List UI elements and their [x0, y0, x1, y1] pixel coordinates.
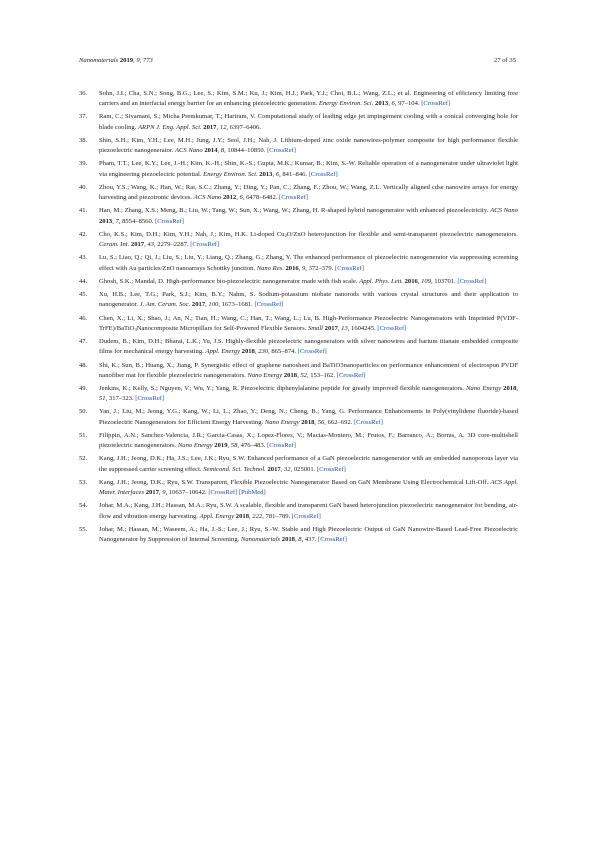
reference-number: 53.: [79, 478, 88, 486]
reference-italic: Appl. Energy: [205, 348, 240, 356]
reference-number: 54.: [79, 502, 88, 510]
subscript: 3: [134, 326, 137, 332]
reference-italic: 52: [300, 371, 307, 379]
reference-italic: J. Am. Ceram. Soc.: [139, 301, 191, 309]
reference-segment: , 10844–10850.: [224, 147, 267, 155]
reference-item: [79, 206, 518, 227]
reference-italic: 51: [99, 395, 106, 403]
reference-year: 2018: [301, 418, 315, 426]
reference-italic: 6: [239, 194, 243, 202]
reference-segment: Pham, T.T.; Lee, K.Y.; Lee, J.-H.; Kim, K.-H.; Shin, K.-S.; Gupta, M.K.; Kumar, B.; Kim, S.-W. Reliable operation of a nanogenerator under ultraviolet light via engineering piezoelectric potential.: [99, 160, 518, 178]
reference-segment: ,: [236, 194, 240, 202]
reference-segment: , 1604245.: [347, 324, 378, 332]
reference-segment: , 8554–8560.: [118, 217, 156, 225]
reference-segment: Lu, S.; Liao, Q.; Qi, J.; Liu, S.; Liu, Y.; Liang, Q.; Zhang, G.; Zhang, Y. The enhanced performance of piezoelectric nanogenerator via suppressing screening effect with Au particles/ZnO nanoarrays Schottky junction.: [99, 254, 518, 272]
crossref-link[interactable]: [CrossRef]: [267, 442, 296, 450]
reference-italic: 7: [115, 217, 119, 225]
reference-segment: Shin, S.H.; Kim, Y.H.; Lee, M.H.; Jung, J.Y.; Seol, J.H.; Nah, J. Lithium-doped zinc oxide nanowires-polymer composite for high performance flexible piezoelectric nanogenerator.: [99, 136, 518, 155]
reference-italic: 12: [219, 123, 227, 131]
reference-item: [79, 277, 518, 287]
reference-italic: ARPN J. Eng. Appl. Sci.: [138, 123, 202, 131]
journal-citation: [79, 57, 153, 64]
reference-text: [99, 184, 518, 201]
crossref-link[interactable]: [CrossRef]: [279, 194, 308, 202]
reference-year: 2013: [259, 170, 273, 178]
reference-text: [99, 291, 518, 308]
reference-segment: , 372–379.: [305, 264, 335, 272]
reference-segment: Xu, H.B.; Lee, T.G.; Park, S.J.; Kim, B.Y.; Nahm, S. Sodium-potassium niobate nanorods with various crystal structures and their application to nanogenerator.: [99, 291, 518, 309]
reference-italic: Nano Energy: [264, 418, 300, 426]
reference-number: 42.: [79, 230, 88, 238]
reference-text: [99, 526, 518, 543]
reference-year: 2019: [214, 442, 228, 450]
reference-italic: 13: [341, 324, 348, 332]
reference-italic: ACS Appl. Mater. Interfaces: [99, 478, 518, 497]
reference-segment: , 781–789.: [262, 512, 292, 520]
reference-number: 45.: [79, 291, 88, 299]
reference-item: [79, 136, 518, 157]
reference-item: [79, 183, 518, 204]
reference-segment: Cho, K.S.; Kim, D.H.; Kim, Y.H.; Nah, J.; Kim, H.K. Li-doped Cu: [99, 230, 285, 238]
reference-italic: ACS Nano: [490, 207, 518, 215]
reference-segment: ,: [417, 277, 422, 285]
reference-item: [79, 230, 518, 251]
reference-italic: Small: [307, 324, 323, 332]
reference-number: 50.: [79, 408, 88, 416]
crossref-link[interactable]: [CrossRef]: [308, 170, 338, 178]
reference-text: [99, 231, 518, 248]
reference-italic: Semicond. Sci. Technol.: [203, 465, 266, 473]
crossref-link[interactable]: [CrossRef]: [353, 418, 383, 426]
crossref-link[interactable]: [CrossRef]: [135, 395, 165, 403]
reference-italic: 6: [275, 170, 280, 178]
reference-number: 47.: [79, 338, 88, 346]
reference-year: 2014: [204, 147, 218, 155]
reference-segment: , 10637–10642.: [165, 489, 209, 497]
reference-italic: Nanomaterials: [240, 536, 281, 544]
reference-segment: ,: [314, 418, 318, 426]
reference-segment: , 153–162.: [306, 371, 337, 379]
reference-number: 37.: [79, 113, 88, 121]
reference-text: [99, 278, 486, 285]
reference-text: [99, 90, 518, 107]
reference-year: 2018: [235, 512, 249, 520]
reference-number: 48.: [79, 361, 88, 369]
reference-text: [99, 385, 518, 402]
crossref-link[interactable]: [CrossRef]: [297, 348, 327, 356]
running-header: [79, 57, 516, 67]
reference-segment: Shi, K.; Sun, B.; Huang, X.; Jiang, P. Synergistic effect of graphene nanosheet and BaTiO3nanoparticles on performance enhancement of electrospun PVDF nanofiber mat for flexible piezoelectric nanogenerators.: [99, 361, 518, 379]
reference-segment: ,: [216, 123, 220, 131]
crossref-link[interactable]: [CrossRef]: [336, 371, 366, 379]
reference-italic: 43: [147, 241, 154, 249]
reference-italic: Appl. Phys. Lett.: [359, 277, 403, 285]
reference-italic: 230: [258, 348, 269, 356]
reference-text: [99, 432, 518, 449]
reference-text: [99, 113, 518, 130]
reference-item: [79, 314, 518, 335]
reference-item: [79, 431, 518, 452]
reference-number: 49.: [79, 385, 88, 392]
reference-text: [99, 479, 518, 496]
reference-number: 51.: [79, 431, 88, 439]
reference-segment: Johar, M.A.; Kang, J.H.; Hassan, M.A.; Ryu, S.W. A scalable, flexible and transparent GaN based heterojunction piezoelectric nanogenerator for bending, air-flow and vibration energy harvesting.: [99, 502, 518, 520]
reference-item: [79, 361, 518, 382]
reference-segment: Dudem, B.; Kim, D.H.; Bharat, L.K.; Yu, J.S. Highly-flexible piezoelectric nanogenerators with silver nanowires and barium titanate embedded composite films for mechanical energy harvesting.: [99, 338, 518, 356]
reference-year: 2016: [404, 277, 418, 285]
reference-italic: 58: [230, 442, 238, 450]
reference-segment: ,: [298, 264, 302, 272]
reference-item: [79, 112, 518, 133]
volume-article: , 9, 773: [133, 57, 153, 64]
reference-item: [79, 159, 518, 180]
reference-italic: Energy Environ. Sci.: [203, 170, 258, 178]
reference-year: 2018: [241, 348, 255, 356]
reference-year: 2017: [203, 123, 217, 131]
reference-year: 2017: [324, 324, 338, 332]
reference-year: 2018: [281, 536, 295, 544]
reference-italic: ACS Nano: [193, 194, 222, 202]
reference-item: [79, 89, 518, 110]
reference-item: [79, 337, 518, 358]
reference-number: 55.: [79, 525, 88, 533]
reference-segment: ,: [516, 385, 519, 392]
reference-number: 44.: [79, 277, 88, 285]
journal-year: 2019: [119, 57, 134, 64]
reference-segment: Han, M.; Zhang, X.S.; Meng, B.; Liu, W.; Tang, W.; Sun, X.; Wang, W.; Zhang, H. R-shaped hybrid nanogenerator with enhanced piezoelectricity.: [99, 207, 491, 215]
reference-segment: Ram, C.; Sivamani, S.; Micha Premkumar, T.; Hariram, V. Computational study of leading edge jet impingement cooling with a conical converging hole for blade cooling.: [99, 113, 518, 131]
reference-item: [79, 501, 518, 522]
reference-segment: ,: [280, 465, 284, 473]
reference-italic: Appl. Energy: [199, 512, 235, 520]
crossref-link[interactable]: [CrossRef]: [291, 512, 321, 520]
journal-name: Nanomaterials: [79, 57, 119, 64]
reference-text: [99, 207, 518, 224]
reference-italic: Nano Res.: [256, 264, 284, 272]
reference-segment: , 476–483.: [237, 442, 268, 450]
reference-segment: Chen, X.; Li, X.; Shao, J.; An, N.; Tian, H.; Wang, C.; Han, T.; Wang, L.; Lu, B. High-Performance Piezoelectric Nanogenerators with Imprinted P(VDF-TrFE)/BaTiO: [99, 314, 518, 332]
reference-segment: Kang, J.H.; Jeong, D.K.; Ha, J.S.; Lee, J.K.; Ryu, S.W. Enhanced performance of a GaN piezoelectric nanogenerator with an embedded nanoporous layer via the suppressed carrier screening effect.: [99, 455, 518, 473]
reference-italic: 9: [301, 264, 306, 272]
reference-text: [99, 455, 518, 472]
reference-segment: ,: [388, 100, 392, 108]
reference-segment: , 6397–6406.: [226, 123, 261, 131]
reference-number: 39.: [79, 160, 88, 168]
reference-segment: ,: [112, 217, 116, 225]
reference-year: 2016: [285, 264, 299, 272]
crossref-link[interactable]: [CrossRef]: [254, 301, 284, 309]
reference-italic: 56: [317, 418, 325, 426]
reference-text: [99, 315, 518, 332]
reference-segment: , 97–104.: [394, 100, 422, 108]
reference-segment: O/ZnO heterojunction for flexible and semi-transparent piezoelectric nanogenerators.: [286, 230, 518, 238]
reference-italic: 8: [298, 536, 302, 544]
reference-number: 38.: [79, 136, 88, 144]
reference-italic: Nano Energy: [177, 442, 213, 450]
reference-segment: ,: [294, 536, 299, 544]
reference-year: 2018: [283, 371, 298, 379]
reference-segment: ,: [217, 147, 221, 155]
reference-item: [79, 290, 518, 311]
reference-year: 2013: [375, 100, 389, 108]
reference-year: 2017: [145, 489, 159, 497]
reference-item: [79, 384, 518, 405]
reference-segment: , 865–874.: [268, 348, 298, 356]
reference-segment: ,: [158, 489, 163, 497]
reference-segment: Sohn, J.I.; Cha, S.N.; Song, B.G.; Lee, S.; Kim, S.M.; Ku, J.; Kim, H.J.; Park, Y.J.; Choi, B.L.; Wang, Z.L.; et al. Engineering of efficiency limiting free carriers and an interfacial energy barrier for an enhancing piezoelectric generation.: [99, 90, 518, 108]
reference-text: [99, 362, 518, 379]
reference-italic: 222: [252, 512, 263, 520]
reference-segment: , 103701.: [431, 277, 458, 285]
reference-item: [79, 454, 518, 475]
crossref-link[interactable]: [CrossRef]: [421, 100, 451, 108]
reference-segment: , 317–323.: [105, 395, 136, 403]
reference-italic: 6: [391, 100, 395, 108]
reference-italic: 32: [283, 465, 291, 473]
reference-year: 2013: [99, 217, 113, 225]
reference-italic: 109: [421, 277, 431, 285]
reference-segment: , 6478–6482.: [242, 194, 280, 202]
crossref-link[interactable]: [CrossRef]: [318, 536, 347, 544]
reference-number: 46.: [79, 314, 88, 322]
pubmed-link[interactable]: [PubMed]: [238, 489, 266, 497]
reference-year: 2018: [503, 385, 517, 392]
reference-italic: ACS Nano: [174, 147, 203, 155]
crossref-link[interactable]: [CrossRef]: [316, 465, 346, 473]
reference-segment: Ghosh, S.K.; Mandal, D. High-performance bio-piezoelectric nanogenerator made with fish scale.: [99, 277, 360, 285]
reference-segment: ,: [144, 241, 148, 249]
reference-segment: , 841–846.: [279, 170, 309, 178]
reference-segment: Yan, J.; Liu, M.; Jeong, Y.G.; Kang, W.; Li, L.; Zhao, Y.; Deng, N.; Cheng, B.; Yang, G. Performance Enhancements in Poly(vinylidene fluoride)-based Piezoelectric Nanogenerators for Efficient Energy Harvesting.: [99, 408, 518, 426]
reference-segment: Johar, M.; Hassan, M.; Waseem, A.; Ha, J.-S.; Lee, J.; Ryu, S.-W. Stable and High Piezoelectric Output of GaN Nanowire-Based Lead-Free Piezoelectric Nanogenerator by Suppression of Internal Screening.: [99, 525, 518, 544]
page-number: 27 of 35: [494, 57, 516, 64]
reference-segment: ,: [248, 512, 253, 520]
reference-segment: , 662–692.: [324, 418, 354, 426]
reference-segment: ,: [254, 348, 259, 356]
crossref-link[interactable]: [CrossRef]: [377, 324, 407, 332]
reference-segment: Jenkins, K.; Kelly, S.; Nguyen, V.; Wu, Y.; Yang, R. Piezoelectric diphenylalanine peptide for greatly improved flexible nanogenerators.: [99, 385, 466, 392]
crossref-link[interactable]: [CrossRef]: [208, 489, 238, 497]
subscript: 2: [284, 232, 287, 238]
reference-italic: Energy Environ. Sci.: [318, 100, 374, 108]
reference-year: 2012: [223, 194, 237, 202]
reference-segment: , 1673–1681.: [218, 301, 255, 309]
reference-italic: 8: [220, 147, 225, 155]
reference-italic: Ceram. Int.: [99, 241, 130, 249]
reference-segment: ,: [297, 371, 301, 379]
reference-segment: , 025001.: [290, 465, 317, 473]
reference-number: 41.: [79, 207, 88, 215]
reference-segment: Filippin, A.N.; Sanchez-Valencia, J.R.; Garcia-Casas, X.; Lopez-Flores, V.; Macias-Montero, M.; Frutos, F.; Barranco, A.; Borras, A. 3D core-multishell piezoelectric nanogenerators.: [99, 431, 518, 450]
reference-segment: ,: [205, 301, 209, 309]
reference-number: 36.: [79, 90, 88, 97]
reference-year: 2017: [130, 241, 145, 249]
reference-italic: Nano Energy: [466, 385, 502, 392]
crossref-link[interactable]: [CrossRef]: [190, 241, 220, 249]
crossref-link[interactable]: [CrossRef]: [457, 277, 487, 285]
crossref-link[interactable]: [CrossRef]: [155, 217, 184, 225]
reference-number: 40.: [79, 183, 88, 191]
reference-text: [99, 502, 518, 519]
reference-text: [99, 338, 518, 355]
reference-item: [79, 253, 518, 274]
reference-year: 2017: [191, 301, 206, 309]
reference-italic: 9: [162, 489, 166, 497]
reference-segment: Kang, J.H.; Jeong, D.K.; Ryu, S.W. Transparent, Flexible Piezoelectric Nanogenerator Based on GaN Membrane Using Electrochemical Lift-Off.: [99, 478, 491, 486]
reference-text: [99, 408, 518, 425]
reference-list: [79, 89, 518, 548]
crossref-link[interactable]: [CrossRef]: [334, 264, 364, 272]
reference-item: [79, 407, 518, 428]
reference-text: [99, 254, 518, 271]
reference-italic: 100: [208, 301, 219, 309]
reference-segment: ,: [337, 324, 342, 332]
reference-item: [79, 478, 518, 499]
reference-number: 52.: [79, 455, 88, 463]
reference-segment: Nanocomposite Micropillars for Self-Powered Flexible Sensors.: [136, 324, 308, 332]
reference-segment: , 2279–2287.: [153, 241, 191, 249]
reference-number: 43.: [79, 254, 88, 262]
reference-text: [99, 160, 518, 177]
reference-segment: ,: [227, 442, 231, 450]
reference-italic: Nano Energy: [247, 371, 283, 379]
crossref-link[interactable]: [CrossRef]: [266, 147, 296, 155]
reference-year: 2017: [267, 465, 281, 473]
reference-item: [79, 525, 518, 546]
reference-segment: ,: [272, 170, 276, 178]
reference-segment: Zhou, Y.S.; Wang, K.; Han, W.; Rai, S.C.; Zhang, Y.; Ding, Y.; Pan, C.; Zhang, F.; Zhou, W.; Wang, Z.L. Vertically aligned cdse nanowire arrays for energy harvesting and piezotronic devices.: [99, 183, 518, 202]
reference-segment: , 437.: [301, 536, 319, 544]
reference-text: [99, 137, 518, 154]
